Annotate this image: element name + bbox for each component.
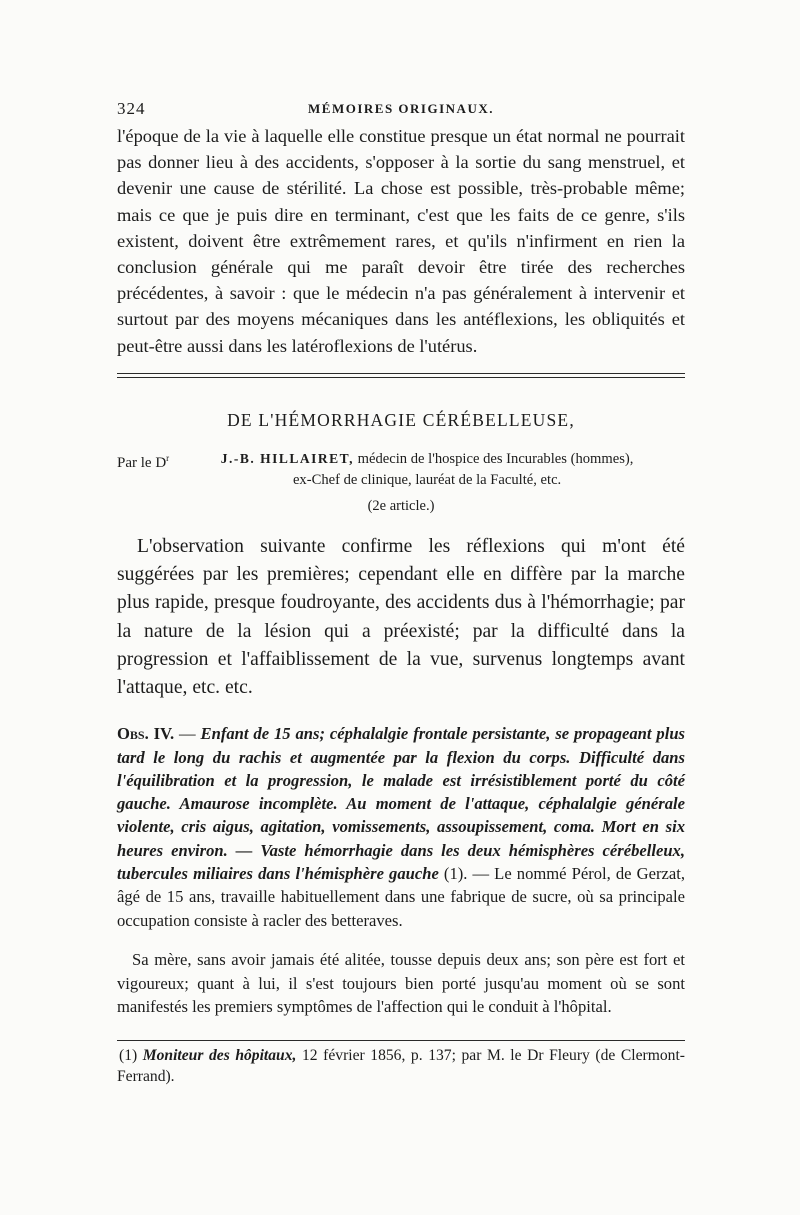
- page-number: 324: [117, 99, 146, 118]
- author-name: J.-B. HILLAIRET,: [220, 450, 354, 466]
- author-credentials: ex-Chef de clinique, lauréat de la Faculté, etc.: [292, 471, 562, 488]
- family-history-paragraph: Sa mère, sans avoir jamais été alitée, tousse depuis deux ans; son père est fort et vigoureux; quant à lui, il s'est toujours bien porté jusqu'au moment où se sont manifestés les premiers symptômes de l'affection qui le conduit à l'hôpital.: [117, 950, 685, 1017]
- article-title: DE L'HÉMORRHAGIE CÉRÉBELLEUSE,: [227, 409, 575, 430]
- byline-prefix: Par le $D^r$: [117, 452, 170, 471]
- intro-paragraph: L'observation suivante confirme les réflexions qui m'ont été suggérées par les premières; cependant elle en diffère par la marche plus rapide, presque foudroyante, des accidents dus à l'hémorrhagie; par la nature de la lésion qui a préexisté; par la difficulté dans la progression et l'affaiblissement de la vue, survenus longtemps avant l'attaque, etc. etc.: [117, 535, 685, 699]
- article-number: (2e article.): [367, 497, 435, 514]
- article-byline: [117, 448, 685, 491]
- running-title: MÉMOIRES ORIGINAUX.: [308, 101, 494, 116]
- divider-rule-thin: [117, 377, 685, 378]
- divider-rule-thick: [117, 373, 685, 374]
- observation-summary: Enfant de 15 ans; céphalalgie frontale persistante, se propageant plus tard le long du rachis et augmentée par la flexion du corps. Difficulté dans l'équilibration et la progression, le malade est irrésistiblement porté du côté gauche. Amaurose incomplète. Au moment de l'attaque, céphalalgie générale violente, cris aigus, agitation, vomissements, assoupissement, coma. Mort en six heures environ. — Vaste hémorrhagie dans les deux hémisphères cérébelleux, tubercules miliaires dans l'hémisphère gauche: [117, 724, 686, 883]
- author-affiliation: médecin de l'hospice des Incurables (hommes),: [354, 450, 634, 467]
- observation-text: — Le nommé Pérol, de Gerzat, âgé de 15 ans, travaille habituellement dans une fabrique de sucre, où sa principale occupation consiste à racler des betteraves.: [117, 863, 685, 930]
- footnote-journal: Moniteur des hôpitaux,: [142, 1047, 297, 1065]
- book-page: [117, 95, 685, 1103]
- observation-paragraph: Obs. IV. — Enfant de 15 ans; céphalalgie frontale persistante, se propageant plus tard le long du rachis et augmentée par la flexion du corps. Difficulté dans l'équilibration et la progression, le malade est irrésistiblement porté du côté gauche. Amaurose incomplète. Au moment de l'attaque, céphalalgie générale violente, cris aigus, agitation, vomissements, assoupissement, coma. Mort en six heures environ. — Vaste hémorrhagie dans les deux hémisphères cérébelleux, tubercules miliaires dans l'hémisphère gauche (1). — Le nommé Pérol, de Gerzat, âgé de 15 ans, travaille habituellement dans une fabrique de sucre, où sa principale occupation consiste à racler des betteraves.: [117, 724, 686, 930]
- footnote: [117, 1045, 685, 1087]
- page-header: [117, 95, 685, 123]
- continuation-paragraph: l'époque de la vie à laquelle elle constitue presque un état normal ne pourrait pas donner lieu à des accidents, s'opposer à la sortie du sang menstruel, et devenir une cause de stérilité. La chose est possible, très-probable même; mais ce que je puis dire en terminant, c'est que les faits de ce genre, s'ils existent, doivent être extrêmement rares, et qu'ils n'infirment en rien la conclusion générale qui me paraît devoir être tirée des recherches précédentes, à savoir : que le médecin n'a pas généralement à intervenir et surtout par des moyens mécaniques dans les antéflexions, les obliquités et peut-être aussi dans les latéroflexions de l'utérus.: [117, 126, 685, 356]
- footnote-text: 12 février 1856, p. 137; par M. le Dr Fleury (de Clermont-Ferrand).: [117, 1047, 685, 1086]
- footnote-ref: (1).: [438, 863, 468, 883]
- footnote-marker: (1): [119, 1047, 143, 1065]
- observation-label: Obs. IV.: [117, 724, 175, 744]
- section-divider: [117, 373, 685, 382]
- footnote-rule: [117, 1040, 685, 1041]
